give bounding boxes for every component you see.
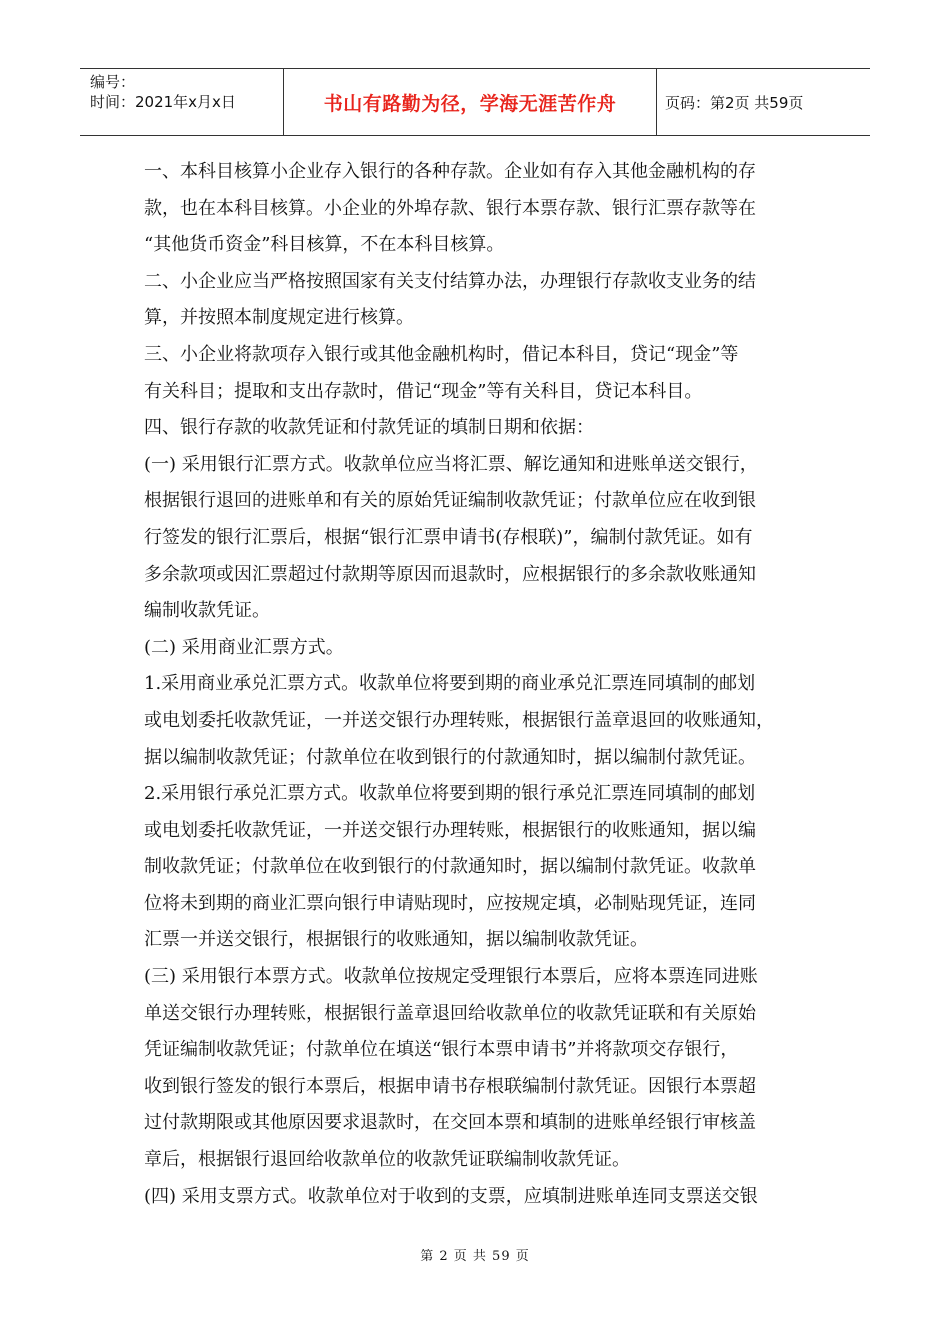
motto-text: 书山有路勤为径，学海无涯苦作舟	[323, 92, 617, 115]
text-line: 汇票一并送交银行，根据银行的收账通知，据以编制收款凭证。	[144, 929, 648, 951]
text-line: 位将未到期的商业汇票向银行申请贴现时，应按规定填，必制贴现凭证，连同	[144, 892, 756, 914]
text-line: 算，并按照本制度规定进行核算。	[144, 307, 414, 329]
text-line: “其他货币资金”科目核算，不在本科目核算。	[144, 234, 505, 256]
text-line: 多余款项或因汇票超过付款期等原因而退款时，应根据银行的多余款收账通知	[144, 563, 756, 585]
text-line: (四) 采用支票方式。收款单位对于收到的支票，应填制进账单连同支票送交银	[144, 1185, 758, 1207]
text-line: (二) 采用商业汇票方式。	[144, 636, 344, 658]
text-line: 二、小企业应当严格按照国家有关支付结算办法，办理银行存款收支业务的结	[144, 270, 756, 292]
body-text	[144, 154, 816, 1215]
text-line: 编制收款凭证。	[144, 600, 270, 622]
text-line: 款，也在本科目核算。小企业的外埠存款、银行本票存款、银行汇票存款等在	[144, 197, 756, 219]
text-line: 2.采用银行承兑汇票方式。收款单位将要到期的银行承兑汇票连同填制的邮划	[144, 783, 756, 805]
text-line: 或电划委托收款凭证，一并送交银行办理转账，根据银行盖章退回的收账通知，	[144, 709, 774, 731]
text-line: 据以编制收款凭证；付款单位在收到银行的付款通知时，据以编制付款凭证。	[144, 746, 756, 768]
header-table	[80, 68, 870, 136]
text-line: 行签发的银行汇票后，根据“银行汇票申请书(存根联)”，编制付款凭证。如有	[144, 526, 753, 548]
text-line: 根据银行退回的进账单和有关的原始凭证编制收款凭证；付款单位应在收到银	[144, 490, 756, 512]
text-line: (三) 采用银行本票方式。收款单位按规定受理银行本票后，应将本票连同进账	[144, 966, 758, 988]
text-line: 凭证编制收款凭证；付款单位在填送“银行本票申请书”并将款项交存银行，	[144, 1039, 739, 1061]
text-line: 章后，根据银行退回给收款单位的收款凭证联编制收款凭证。	[144, 1149, 630, 1171]
text-line: 有关科目；提取和支出存款时，借记“现金”等有关科目，贷记本科目。	[144, 380, 703, 402]
text-line: 过付款期限或其他原因要求退款时，在交回本票和填制的进账单经银行审核盖	[144, 1112, 756, 1134]
text-line: 或电划委托收款凭证，一并送交银行办理转账，根据银行的收账通知，据以编	[144, 819, 756, 841]
date-label: 时间：2021年x月x日	[90, 93, 236, 111]
number-label: 编号：	[90, 73, 136, 91]
header-left-cell	[80, 69, 283, 135]
text-line: 收到银行签发的银行本票后，根据申请书存根联编制付款凭证。因银行本票超	[144, 1075, 756, 1097]
page-footer: 第 2 页 共 59 页	[420, 1249, 530, 1264]
text-line: 一、本科目核算小企业存入银行的各种存款。企业如有存入其他金融机构的存	[144, 161, 756, 182]
text-line: 制收款凭证；付款单位在收到银行的付款通知时，据以编制付款凭证。收款单	[144, 856, 756, 878]
header-motto-cell	[283, 69, 657, 135]
text-line: 单送交银行办理转账，根据银行盖章退回给收款单位的收款凭证联和有关原始	[144, 1002, 756, 1024]
text-line: 三、小企业将款项存入银行或其他金融机构时，借记本科目，贷记“现金”等	[144, 343, 739, 365]
text-line: 1.采用商业承兑汇票方式。收款单位将要到期的商业承兑汇票连同填制的邮划	[144, 673, 756, 695]
text-line: (一) 采用银行汇票方式。收款单位应当将汇票、解讫通知和进账单送交银行，	[144, 453, 758, 475]
header-page-cell	[657, 69, 870, 135]
text-line: 四、银行存款的收款凭证和付款凭证的填制日期和依据：	[144, 417, 594, 439]
page-info: 页码：第2页 共59页	[665, 93, 804, 112]
